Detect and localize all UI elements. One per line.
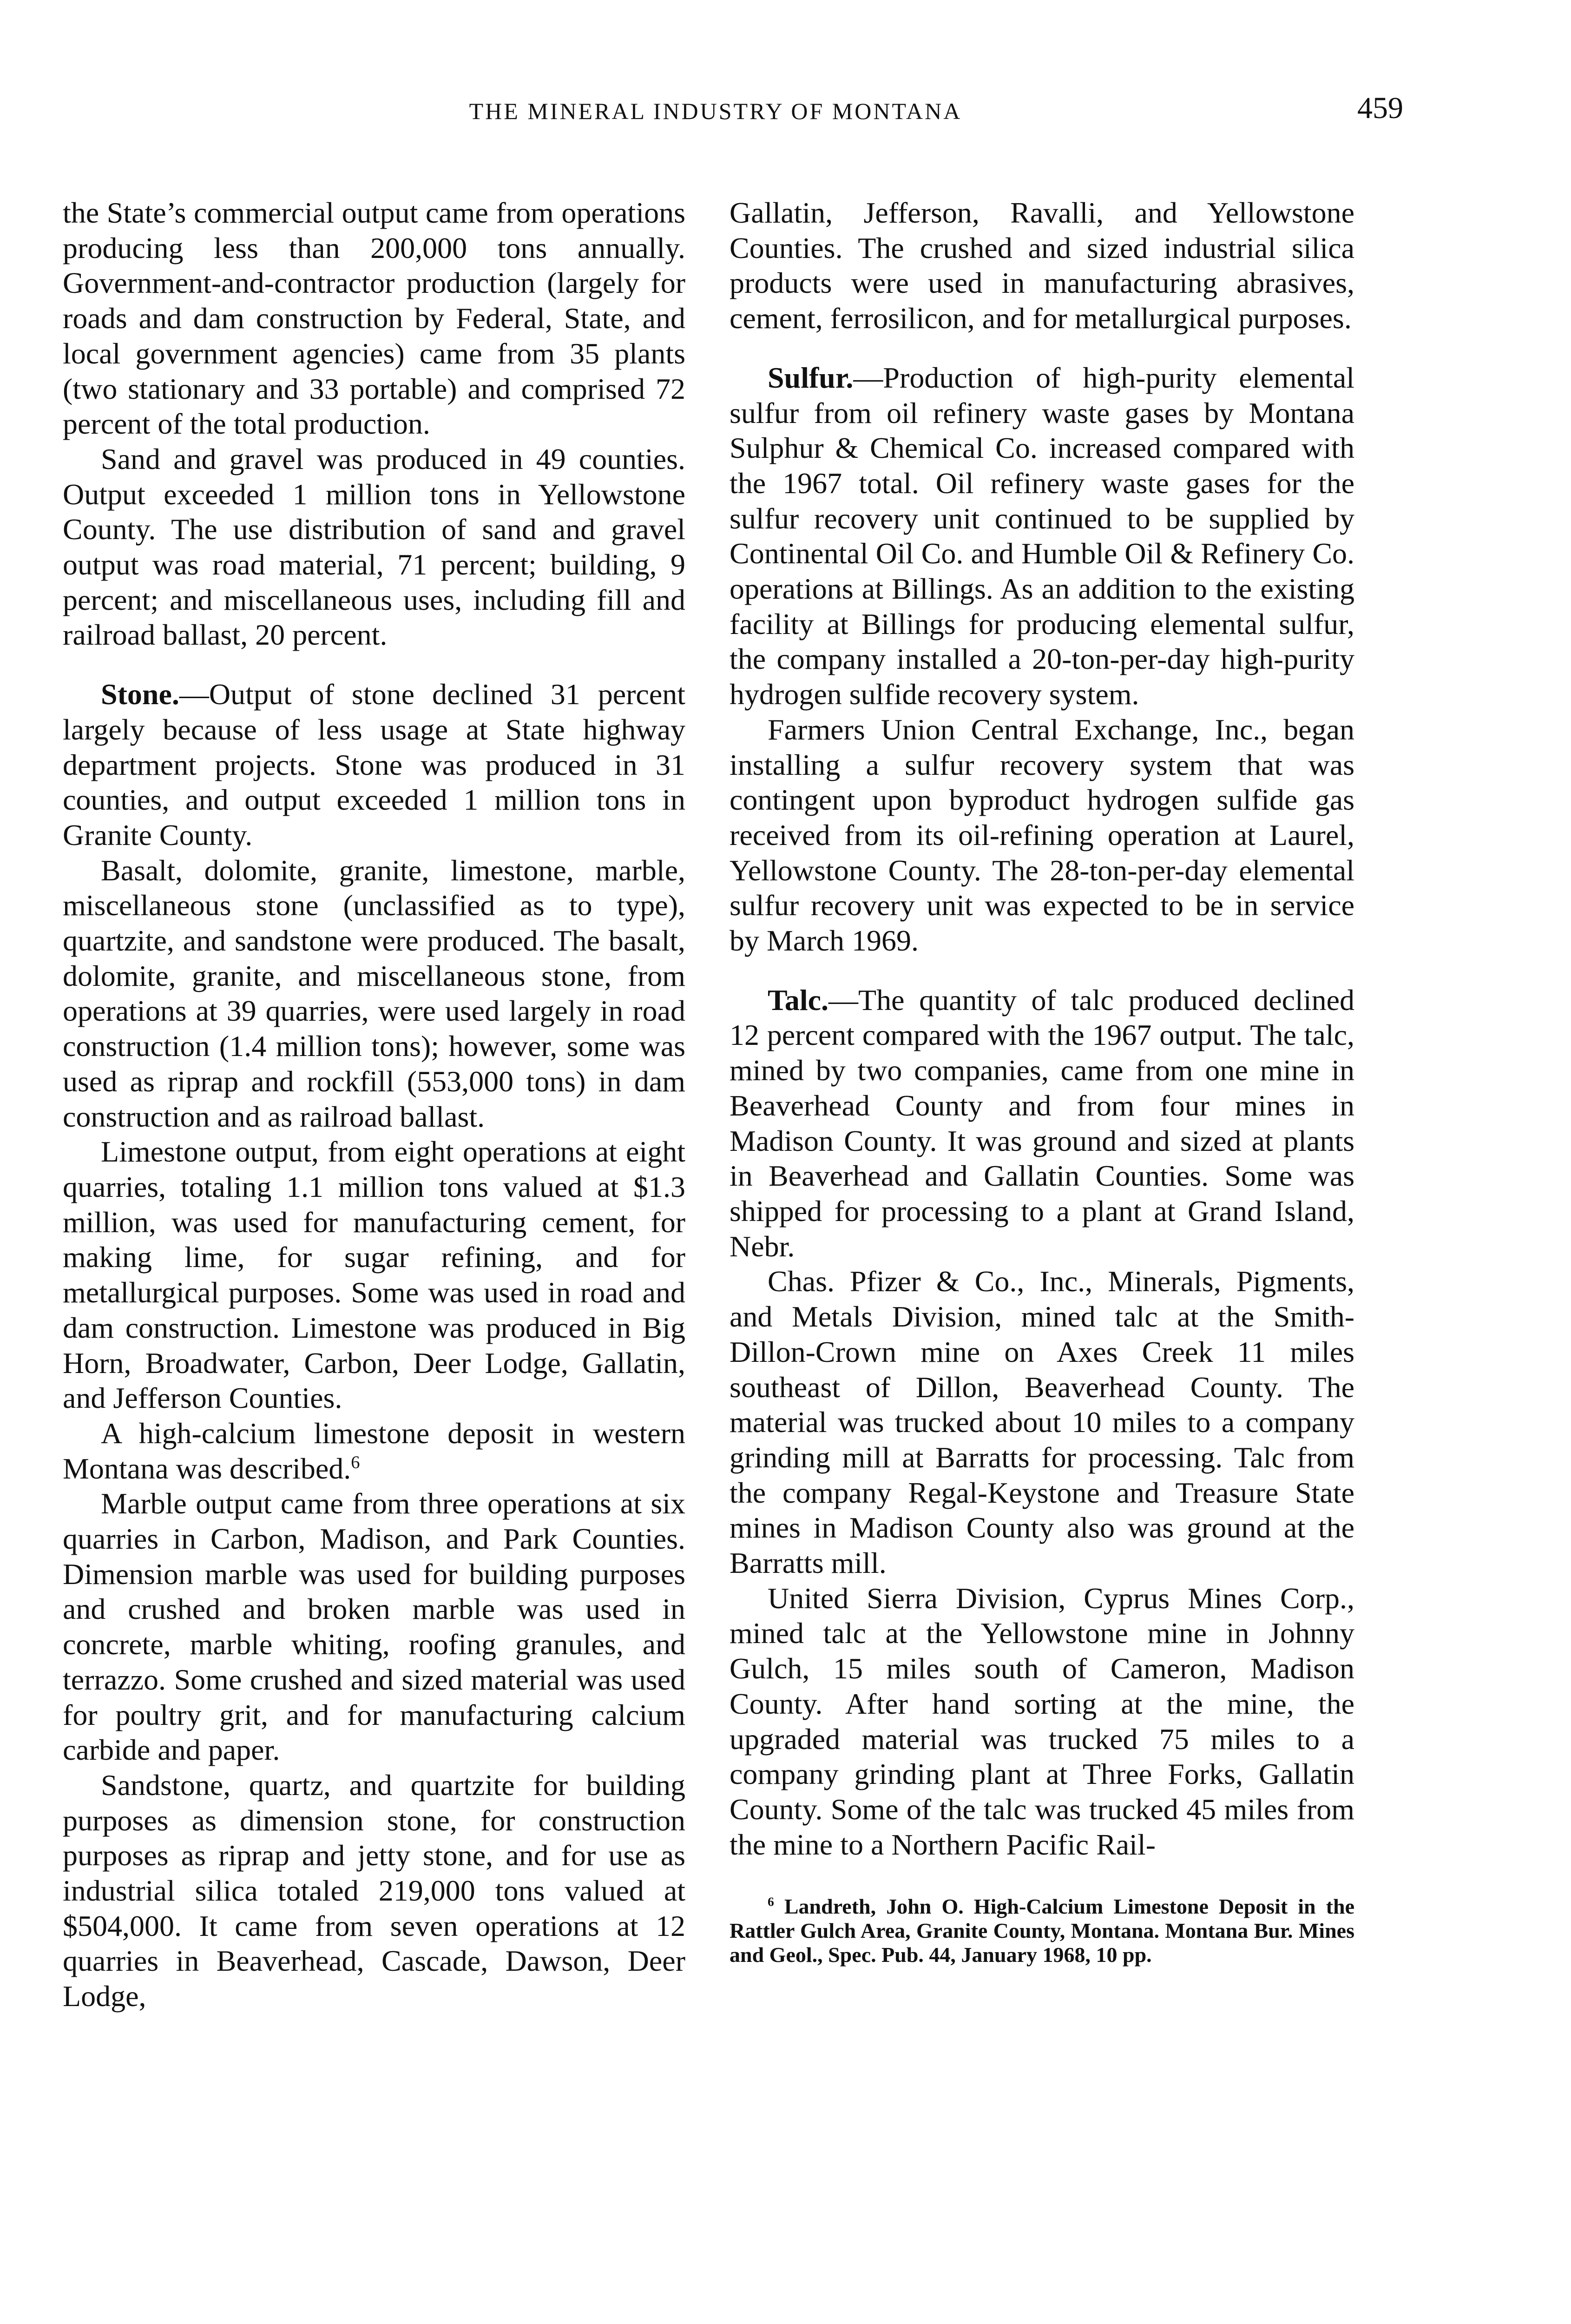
- section-stone: [63, 677, 685, 853]
- section-talc: [730, 983, 1354, 1264]
- footnote-reference: 6: [351, 1452, 360, 1472]
- section-heading-sulfur: Sulfur.: [768, 361, 854, 394]
- paragraph: United Sierra Division, Cyprus Mines Corp., mined talc at the Yellowstone mine in Johnny Gulch, 15 miles south of Cameron, Madison County. After hand sorting at the mine, the upgraded material was trucked 75 miles to a company grinding plant at Three Forks, Gallatin County. Some of the talc was trucked 45 miles from the mine to a Northern Pacific Rail-: [730, 1581, 1354, 1861]
- footnote-text: Landreth, John O. High-Calcium Limestone Deposit in the Rattler Gulch Area, Granite County, Montana. Montana Bur. Mines and Geol., Spec. Pub. 44, January 1968, 10 pp.: [730, 1895, 1354, 1967]
- section-text: —Output of stone declined 31 percent largely because of less usage at State highway department projects. Stone was produced in 31 counties, and output exceeded 1 million tons in Granite County.: [63, 678, 685, 852]
- section-text: —Production of high-purity elemental sulfur from oil refinery waste gases by Montana Sulphur & Chemical Co. increased compared with the 1967 total. Oil refinery waste gases for the sulfur recovery unit continued to be supplied by Continental Oil Co. and Humble Oil & Refinery Co. operations at Billings. As an addition to the existing facility at Billings for producing elemental sulfur, the company installed a 20-ton-per-day high-purity hydrogen sulfide recovery system.: [730, 361, 1354, 711]
- section-text: —The quantity of talc produced declined 12 percent compared with the 1967 output. The talc, mined by two companies, came from one mine in Beaverhead County and from four mines in Madison County. It was ground and sized at plants in Beaverhead and Gallatin Counties. Some was shipped for processing to a plant at Grand Island, Nebr.: [730, 983, 1354, 1263]
- footnote: [730, 1895, 1354, 1967]
- footnote-marker: 6: [768, 1895, 774, 1909]
- paragraph: Marble output came from three operations at six quarries in Carbon, Madison, and Park Counties. Dimension marble was used for building purposes and crushed and broken marble was used in concrete, marble whiting, roofing granules, and terrazzo. Some crushed and sized material was used for poultry grit, and for manufacturing calcium carbide and paper.: [63, 1487, 685, 1767]
- right-column: [730, 195, 1354, 1967]
- paragraph: Sandstone, quartz, and quartzite for building purposes as dimension stone, for construction purposes as riprap and jetty stone, and for use as industrial silica totaled 219,000 tons valued at $504,000. It came from seven operations at 12 quarries in Beaverhead, Cascade, Dawson, Deer Lodge,: [63, 1768, 685, 2013]
- paragraph: [63, 1416, 685, 1486]
- page-number: 459: [1357, 91, 1403, 125]
- section-heading-stone: Stone.: [101, 678, 179, 711]
- section-heading-talc: Talc.: [768, 983, 828, 1017]
- section-sulfur: [730, 360, 1354, 712]
- paragraph: Sand and gravel was produced in 49 counties. Output exceeded 1 million tons in Yellowstone County. The use distribution of sand and gravel output was road material, 71 percent; building, 9 percent; and miscellaneous uses, including fill and railroad ballast, 20 percent.: [63, 442, 685, 652]
- paragraph: Farmers Union Central Exchange, Inc., began installing a sulfur recovery system that was contingent upon byproduct hydrogen sulfide gas received from its oil-refining operation at Laurel, Yellowstone County. The 28-ton-per-day elemental sulfur recovery unit was expected to be in service by March 1969.: [730, 713, 1354, 957]
- paragraph: Gallatin, Jefferson, Ravalli, and Yellowstone Counties. The crushed and sized industrial silica products were used in manufacturing abrasives, cement, ferrosilicon, and for metallurgical purposes.: [730, 196, 1354, 335]
- paragraph: the State’s commercial output came from operations producing less than 200,000 tons annually. Government-and-contractor production (largely for roads and dam construction by Federal, State, and local government agencies) came from 35 plants (two stationary and 33 portable) and comprised 72 percent of the total production.: [63, 196, 685, 441]
- left-column: [63, 195, 685, 2014]
- paragraph: Limestone output, from eight operations at eight quarries, totaling 1.1 million tons valued at $1.3 million, was used for manufacturing cement, for making lime, for sugar refining, and for metallurgical purposes. Some was used in road and dam construction. Limestone was produced in Big Horn, Broadwater, Carbon, Deer Lodge, Gallatin, and Jefferson Counties.: [63, 1135, 685, 1415]
- running-head: THE MINERAL INDUSTRY OF MONTANA: [469, 98, 962, 124]
- paragraph: Chas. Pfizer & Co., Inc., Minerals, Pigments, and Metals Division, mined talc at the Smith-Dillon-Crown mine on Axes Creek 11 miles southeast of Dillon, Beaverhead County. The material was trucked about 10 miles to a company grinding mill at Barratts for processing. Talc from the company Regal-Keystone and Treasure State mines in Madison County also was ground at the Barratts mill.: [730, 1265, 1354, 1580]
- paragraph-text: A high-calcium limestone deposit in western Montana was described.: [63, 1416, 685, 1485]
- paragraph: Basalt, dolomite, granite, limestone, marble, miscellaneous stone (unclassified as to type), quartzite, and sandstone were produced. The basalt, dolomite, granite, and miscellaneous stone, from operations at 39 quarries, were used largely in road construction (1.4 million tons); however, some was used as riprap and rockfill (553,000 tons) in dam construction and as railroad ballast.: [63, 853, 685, 1133]
